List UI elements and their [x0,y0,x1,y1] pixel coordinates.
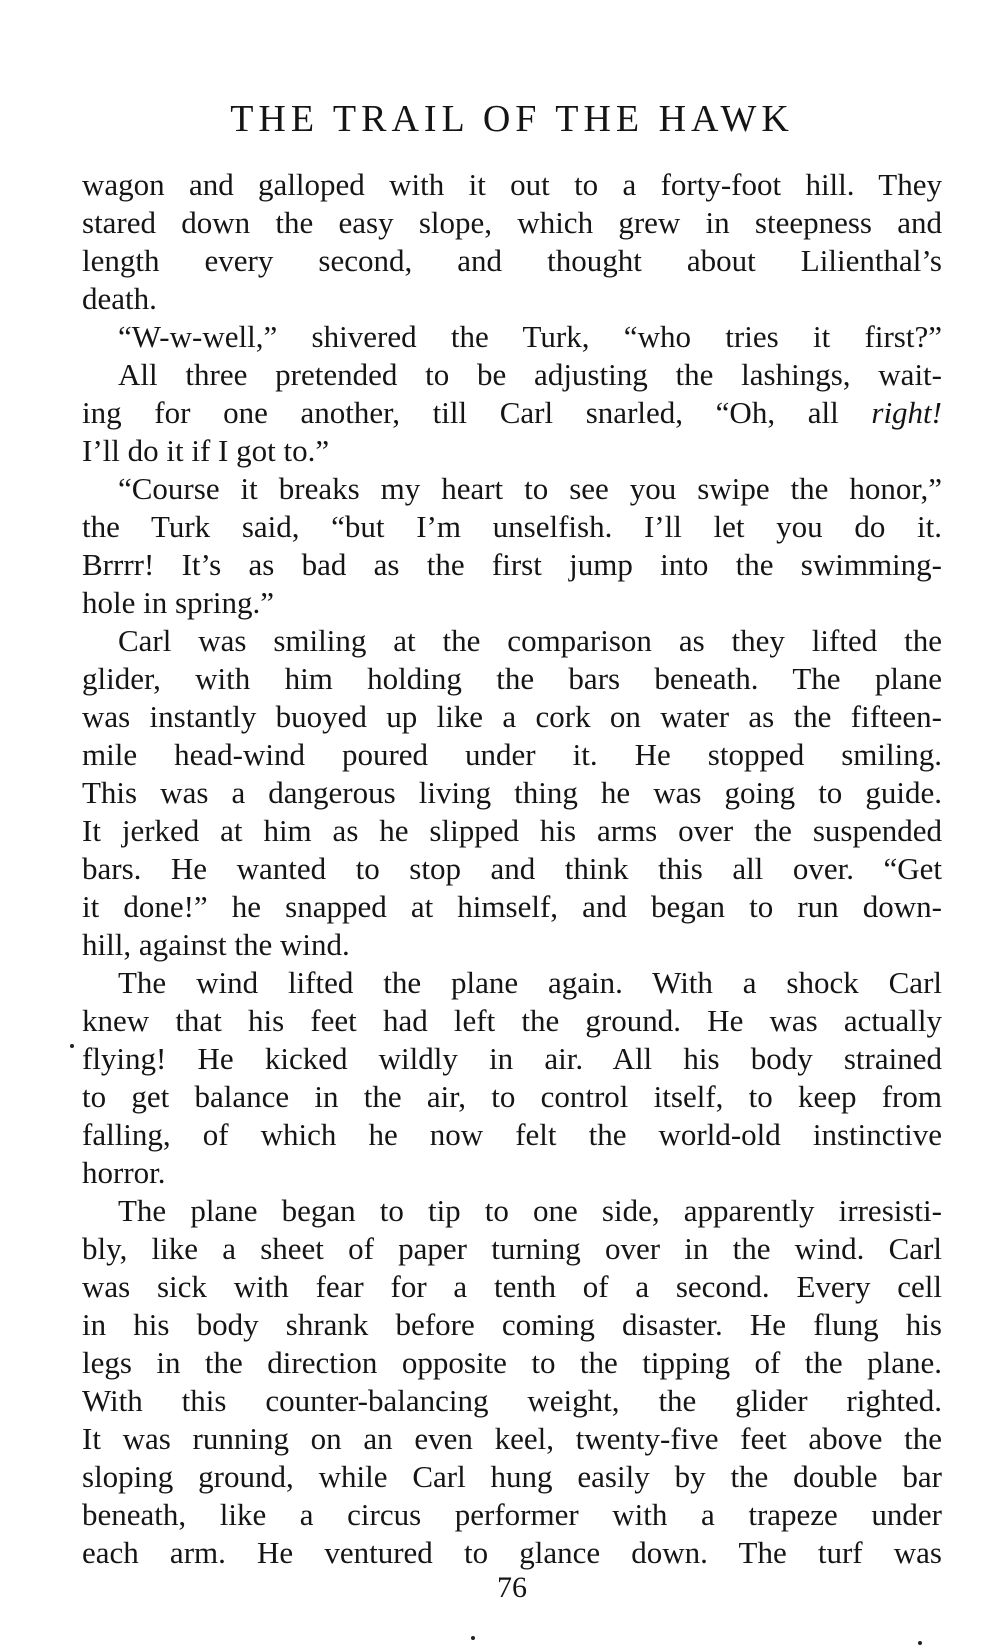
scan-speck [471,1636,475,1640]
text-line: bly, like a sheet of paper turning over in the wind. Carl [82,1231,942,1266]
paragraph [82,356,942,470]
paragraph [82,318,942,356]
text-line: “Course it breaks my heart to see you swipe the honor,” [118,471,942,506]
text-line: flying! He kicked wildly in air. All his body strained [82,1041,942,1076]
text-line: hill, against the wind. [82,927,350,962]
text-line: bars. He wanted to stop and think this all over. “Get [82,851,942,886]
text-line: it done!” he snapped at himself, and began to run down- [82,889,942,924]
text-line: legs in the direction opposite to the tipping of the plane. [82,1345,942,1380]
text-line: It jerked at him as he slipped his arms over the suspended [82,813,942,848]
text-line: was instantly buoyed up like a cork on water as the fifteen- [82,699,942,734]
margin-speck [70,1044,74,1048]
text-line: in his body shrank before coming disaster. He flung his [82,1307,942,1342]
page-number: 76 [497,1571,527,1604]
text-line: With this counter-balancing weight, the glider righted. [82,1383,942,1418]
text-line: Carl was smiling at the comparison as they lifted the [118,623,942,658]
text-line: It was running on an even keel, twenty-five feet above the [82,1421,942,1456]
paragraph [82,964,942,1192]
paragraph [82,1192,942,1572]
paragraph [82,470,942,622]
running-head: THE TRAIL OF THE HAWK [230,98,794,140]
text-line: falling, of which he now felt the world-old instinctive [82,1117,942,1152]
text-line: This was a dangerous living thing he was going to guide. [82,775,942,810]
text-line: beneath, like a circus performer with a trapeze under [82,1497,942,1532]
text-line: stared down the easy slope, which grew in steepness and [82,205,942,240]
text-line [82,394,942,432]
text-line: The wind lifted the plane again. With a shock Carl [118,965,942,1000]
body-text [82,166,942,1572]
paragraph [82,622,942,964]
text-line: hole in spring.” [82,585,274,620]
text-line: mile head-wind poured under it. He stopped smiling. [82,737,942,772]
text-line: horror. [82,1155,166,1190]
book-page [82,0,942,1650]
text-line: length every second, and thought about Lilienthal’s [82,243,942,278]
text-line: wagon and galloped with it out to a forty-foot hill. They [82,167,942,202]
text-line: glider, with him holding the bars beneath. The plane [82,661,942,696]
text-line: “W-w-well,” shivered the Turk, “who tries it first?” [118,319,942,354]
text-line: the Turk said, “but I’m unselfish. I’ll let you do it. [82,509,942,544]
paragraph [82,166,942,318]
text-line: each arm. He ventured to glance down. The turf was [82,1535,942,1570]
italic-emphasis: right! [871,395,942,430]
text-line-part: ing for one another, till Carl snarled, “Oh, all [82,395,872,430]
text-line: All three pretended to be adjusting the lashings, wait- [118,357,942,392]
text-line: knew that his feet had left the ground. He was actually [82,1003,942,1038]
text-line: to get balance in the air, to control itself, to keep from [82,1079,942,1114]
text-line: sloping ground, while Carl hung easily by the double bar [82,1459,942,1494]
text-line: death. [82,281,157,316]
text-line: Brrrr! It’s as bad as the first jump into the swimming- [82,547,942,582]
text-line: was sick with fear for a tenth of a second. Every cell [82,1269,942,1304]
scan-speck [918,1641,922,1645]
text-line: The plane began to tip to one side, apparently irresisti- [118,1193,942,1228]
text-line: I’ll do it if I got to.” [82,433,330,468]
